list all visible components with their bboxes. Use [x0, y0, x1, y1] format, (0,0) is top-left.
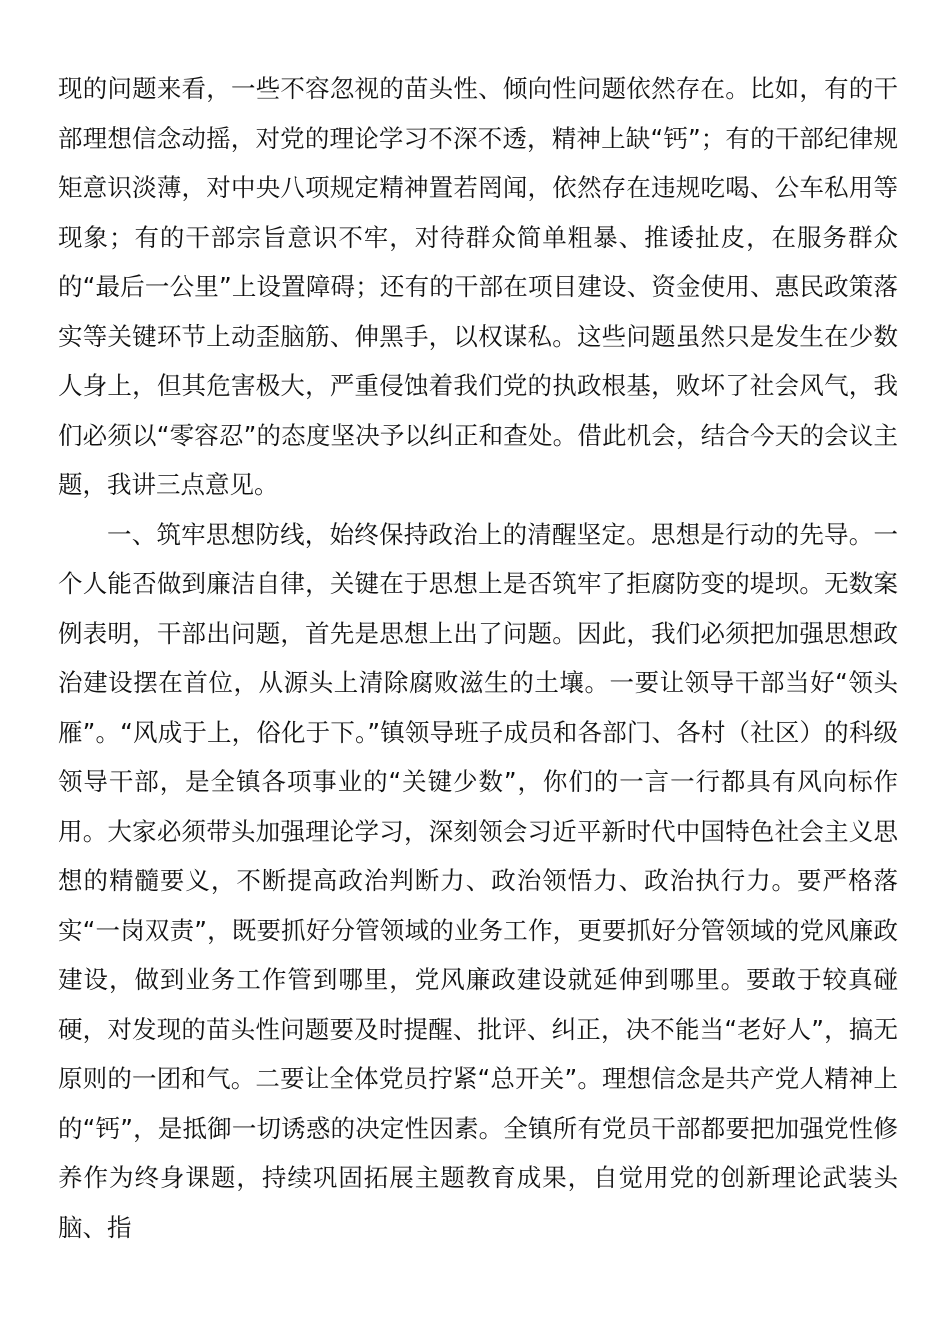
paragraph-point-one: 一、筑牢思想防线，始终保持政治上的清醒坚定。思想是行动的先导。一个人能否做到廉洁自律，关键在于思想上是否筑牢了拒腐防变的堤坝。无数案例表明，干部出问题，首先是思想上出了问题。因此，我们必须把加强思想政治建设摆在首位，从源头上清除腐败滋生的土壤。一要让领导干部当好“领头雁”。“风成于上，俗化于下。”镇领导班子成员和各部门、各村（社区）的科级领导干部，是全镇各项事业的“关键少数”，你们的一言一行都具有风向标作用。大家必须带头加强理论学习，深刻领会习近平新时代中国特色社会主义思想的精髓要义，不断提高政治判断力、政治领悟力、政治执行力。要严格落实“一岗双责”，既要抓好分管领域的业务工作，更要抓好分管领域的党风廉政建设，做到业务工作管到哪里，党风廉政建设就延伸到哪里。要敢于较真碰硬，对发现的苗头性问题要及时提醒、批评、纠正，决不能当“老好人”，搞无原则的一团和气。二要让全体党员拧紧“总开关”。理想信念是共产党人精神上的“钙”，是抵御一切诱惑的决定性因素。全镇所有党员干部都要把加强党性修养作为终身课题，持续巩固拓展主题教育成果，自觉用党的创新理论武装头脑、指	[58, 519, 898, 1242]
document-page	[58, 64, 898, 1252]
paragraph-problems: 现的问题来看，一些不容忽视的苗头性、倾向性问题依然存在。比如，有的干部理想信念动摇，对党的理论学习不深不透，精神上缺“钙”；有的干部纪律规矩意识淡薄，对中央八项规定精神置若罔闻，依然存在违规吃喝、公车私用等现象；有的干部宗旨意识不牢，对待群众简单粗暴、推诿扯皮，在服务群众的“最后一公里”上设置障碍；还有的干部在项目建设、资金使用、惠民政策落实等关键环节上动歪脑筋、伸黑手，以权谋私。这些问题虽然只是发生在少数人身上，但其危害极大，严重侵蚀着我们党的执政根基，败坏了社会风气，我们必须以“零容忍”的态度坚决予以纠正和查处。借此机会，结合今天的会议主题，我讲三点意见。	[58, 74, 898, 499]
